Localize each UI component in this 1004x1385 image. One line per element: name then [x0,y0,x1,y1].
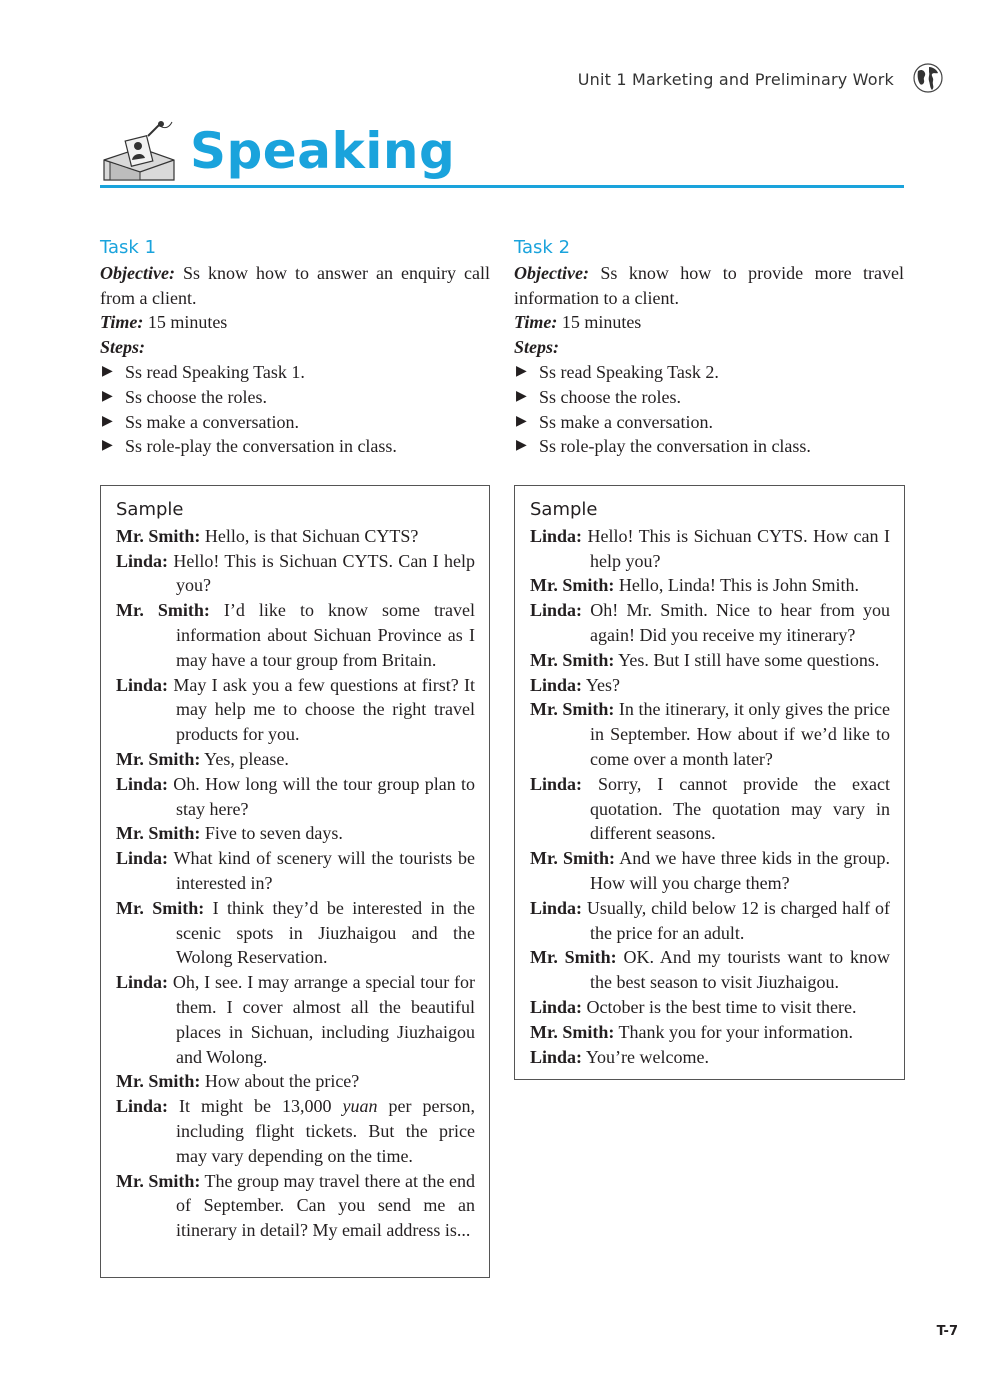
speaker-name: Mr. Smith: [116,1170,201,1191]
dialogue-line [530,573,890,598]
time-text: 15 minutes [143,312,228,333]
dialogue-text: Oh. How long will the tour group plan to stay here? [168,773,475,819]
dialogue-text: Yes, please. [200,748,289,769]
step-item: ▶ Ss make a conversation. [514,410,904,435]
dialogue-line [530,995,890,1020]
dialogue-line [116,846,475,896]
dialogue-text: Yes. But I still have some questions. [614,649,880,670]
page-title: Speaking [190,122,456,180]
step-item: ▶ Ss role-play the conversation in class. [100,434,490,459]
task-objective [100,261,490,311]
steps-list [100,360,490,459]
dialogue-line [116,549,475,599]
dialogue-line [530,673,890,698]
triangle-bullet-icon: ▶ [516,438,527,454]
page-number: T-7 [936,1324,958,1339]
time-label: Time: [514,312,558,333]
dialogue-text: It might be 13,000 [168,1096,343,1117]
task-time [514,310,904,335]
speaker-name: Linda: [530,897,583,918]
dialogue-line [530,1020,890,1045]
speaker-name: Linda: [116,550,169,571]
title-rule [100,185,904,188]
dialogue-text: Sorry, I cannot provide the exact quotation. The quotation may vary in different seasons. [582,773,890,844]
step-item: ▶ Ss role-play the conversation in class. [514,434,904,459]
step-item: ▶ Ss read Speaking Task 2. [514,360,904,385]
dialogue-line [116,1094,475,1168]
speaker-name: Linda: [116,972,169,993]
speaker-name: Mr. Smith: [530,699,615,720]
dialogue-text: OK. And my tourists want to know the best season to visit Jiuzhaigou. [590,947,890,993]
speaker-name: Linda: [530,773,583,794]
speaker-name: Linda: [530,996,583,1017]
speaker-name: Linda: [530,525,583,546]
objective-text: Ss know how to answer an enquiry call from a client. [100,262,490,308]
dialogue-line [116,970,475,1069]
dialogue-line [530,945,890,995]
running-head: Unit 1 Marketing and Preliminary Work [577,70,894,89]
speaker-at-microphone-icon [100,120,178,184]
dialogue-text: You’re welcome. [582,1046,710,1067]
dialogue-text: What kind of scenery will the tourists be interested in? [168,848,475,893]
dialogue-text: per person, including flight tickets. But the price may vary depending on the time. [176,1096,475,1166]
speaker-name: Mr. Smith: [530,575,615,596]
dialogue-line [530,648,890,673]
time-label: Time: [100,312,144,333]
speaker-name: Mr. Smith: [530,1021,615,1042]
dialogue-line [530,697,890,771]
dialogue-text: October is the best time to visit there. [582,996,857,1017]
triangle-bullet-icon: ▶ [102,388,113,404]
step-item: ▶ Ss make a conversation. [100,410,490,435]
dialogue-text: Hello! This is Sichuan CYTS. Can I help you? [168,550,475,596]
triangle-bullet-icon: ▶ [102,413,113,429]
step-item: ▶ Ss choose the roles. [514,385,904,410]
dialogue-text: Yes? [582,674,621,695]
dialogue-text: Oh, I see. I may arrange a special tour for them. I cover almost all the beautiful places in Sichuan, including Jiuzhaigou and Wolong. [168,972,475,1067]
dialogue-line [530,1045,890,1070]
dialogue-text: Hello, Linda! This is John Smith. [614,575,860,596]
speaker-name: Mr. Smith: [116,525,201,546]
sample-title: Sample [116,499,184,520]
dialogue-text: I’d like to know some travel information about Sichuan Province as I may have a tour group from Britain. [176,600,475,670]
step-item: ▶ Ss choose the roles. [100,385,490,410]
dialogue-line [116,821,475,846]
dialogue-line [116,1169,475,1243]
dialogue-text: Five to seven days. [200,823,343,844]
dialogue-line [116,747,475,772]
dialogue-text: The group may travel there at the end of September. Can you send me an itinerary in detail? My email address is... [176,1170,475,1241]
dialogue-line [530,896,890,946]
task-1 [100,236,490,459]
task-heading: Task 1 [100,237,157,258]
speaker-name: Mr. Smith: [530,947,617,968]
objective-label: Objective: [100,262,175,283]
dialogue-text: Hello! This is Sichuan CYTS. How can I help you? [582,525,890,571]
dialogue-line [530,772,890,846]
dialogue-text: I think they’d be interested in the scenic spots in Jiuzhaigou and the Wolong Reservation. [176,897,475,968]
speaker-name: Linda: [116,674,169,695]
task-objective [514,261,904,311]
objective-text: Ss know how to provide more travel information to a client. [514,262,904,308]
dialogue-line [530,846,890,896]
triangle-bullet-icon: ▶ [516,388,527,404]
dialogue-line [116,598,475,672]
speaker-name: Mr. Smith: [116,897,205,918]
task-2 [514,236,904,459]
dialogue-text: Oh! Mr. Smith. Nice to hear from you again! Did you receive my itinerary? [582,600,890,645]
dialogue-text: And we have three kids in the group. How will you charge them? [590,848,890,893]
dialogue-text: May I ask you a few questions at first? It may help me to choose the right travel products for you. [168,674,475,745]
objective-label: Objective: [514,262,589,283]
speaker-name: Linda: [116,848,169,869]
dialogue-text-italic: yuan [342,1096,378,1117]
dialogue-line [116,673,475,747]
globe-icon [912,62,944,94]
speaker-name: Linda: [530,600,583,621]
speaker-name: Linda: [116,773,169,794]
sample-box-task-2 [514,485,905,1080]
dialogue-text: Hello, is that Sichuan CYTS? [200,525,419,546]
speaker-name: Mr. Smith: [116,823,201,844]
triangle-bullet-icon: ▶ [102,438,113,454]
dialogue-line [116,524,475,549]
dialogue-text: In the itinerary, it only gives the price in September. How about if we’d like to come over a month later? [590,699,890,769]
dialogue-line [116,772,475,822]
dialogue-line [116,1069,475,1094]
triangle-bullet-icon: ▶ [102,363,113,379]
speaker-name: Mr. Smith: [116,600,210,621]
triangle-bullet-icon: ▶ [516,413,527,429]
dialogue-line [530,524,890,574]
dialogue-text: Usually, child below 12 is charged half of the price for an adult. [582,897,890,943]
speaker-name: Mr. Smith: [530,848,616,869]
task-time [100,310,490,335]
step-item: ▶ Ss read Speaking Task 1. [100,360,490,385]
steps-list [514,360,904,459]
time-text: 15 minutes [557,312,642,333]
triangle-bullet-icon: ▶ [516,363,527,379]
task-heading: Task 2 [514,237,571,258]
speaker-name: Linda: [116,1096,169,1117]
dialogue-text: Thank you for your information. [614,1021,853,1042]
speaker-name: Mr. Smith: [116,1071,201,1092]
dialogue-text: How about the price? [200,1071,360,1092]
steps-label: Steps: [514,337,559,358]
speaker-name: Mr. Smith: [116,748,201,769]
dialogue-line [530,598,890,648]
speaker-name: Linda: [530,1046,583,1067]
speaker-name: Linda: [530,674,583,695]
dialogue-line [116,896,475,970]
sample-title: Sample [530,499,598,520]
steps-label: Steps: [100,337,145,358]
sample-box-task-1 [100,485,490,1278]
speaker-name: Mr. Smith: [530,649,615,670]
